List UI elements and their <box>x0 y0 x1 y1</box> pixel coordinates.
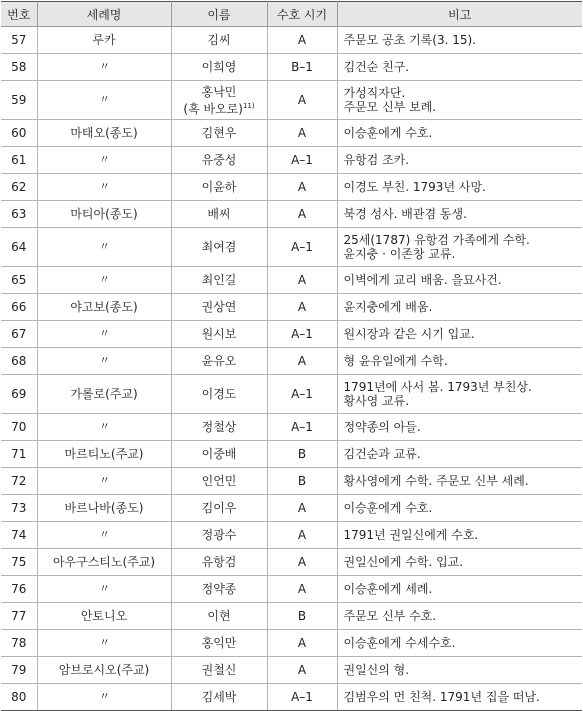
table-row <box>1 27 582 54</box>
row-number: 68 <box>1 348 37 375</box>
table-body <box>1 27 582 711</box>
header-name: 이름 <box>171 2 267 27</box>
period-cell: B–1 <box>267 54 337 81</box>
note-cell: 권일신에게 수학. 입교. <box>337 549 582 576</box>
baptismal-name-cell: 암브로시오(주교) <box>37 657 171 684</box>
row-number: 74 <box>1 522 37 549</box>
baptismal-name-cell: 마르티노(주교) <box>37 441 171 468</box>
baptismal-name-cell: 〃 <box>37 348 171 375</box>
baptismal-name-cell: 마태오(종도) <box>37 120 171 147</box>
note-line: 황사영 교류. <box>343 394 410 408</box>
name-cell: 정약종 <box>171 576 267 603</box>
footnote-marker: 11) <box>242 101 255 110</box>
name-cell <box>171 81 267 120</box>
name-cell: 김이우 <box>171 495 267 522</box>
period-cell: A–1 <box>267 414 337 441</box>
baptismal-name-cell: 가롤로(주교) <box>37 375 171 414</box>
table-row <box>1 348 582 375</box>
period-cell: A <box>267 576 337 603</box>
name-cell: 유항검 <box>171 549 267 576</box>
note-cell: 형 윤유일에게 수학. <box>337 348 582 375</box>
name-cell: 이현 <box>171 603 267 630</box>
note-cell: 황사영에게 수학. 주문모 신부 세례. <box>337 468 582 495</box>
name-cell: 인언민 <box>171 468 267 495</box>
table-row <box>1 54 582 81</box>
row-number: 67 <box>1 321 37 348</box>
name-cell: 정철상 <box>171 414 267 441</box>
table-row <box>1 549 582 576</box>
name-cell: 권상연 <box>171 294 267 321</box>
row-number: 64 <box>1 228 37 267</box>
name-cell: 이윤하 <box>171 174 267 201</box>
row-number: 60 <box>1 120 37 147</box>
note-cell: 김건순 친구. <box>337 54 582 81</box>
row-number: 77 <box>1 603 37 630</box>
note-cell <box>337 81 582 120</box>
row-number: 78 <box>1 630 37 657</box>
note-cell: 주문모 신부 수호. <box>337 603 582 630</box>
header-baptismal-name: 세례명 <box>37 2 171 27</box>
row-number: 73 <box>1 495 37 522</box>
table-row <box>1 201 582 228</box>
row-number: 75 <box>1 549 37 576</box>
table-row <box>1 375 582 414</box>
name-cell: 김현우 <box>171 120 267 147</box>
period-cell: A–1 <box>267 375 337 414</box>
table-row <box>1 228 582 267</box>
period-cell: A <box>267 201 337 228</box>
period-cell: A <box>267 267 337 294</box>
table-row <box>1 657 582 684</box>
period-cell: A–1 <box>267 228 337 267</box>
row-number: 61 <box>1 147 37 174</box>
baptismal-name-cell: 〃 <box>37 684 171 711</box>
period-cell: A <box>267 522 337 549</box>
note-cell: 이승훈에게 세례. <box>337 576 582 603</box>
saints-table <box>1 1 582 711</box>
note-cell: 김범우의 먼 친척. 1791년 집을 떠남. <box>337 684 582 711</box>
baptismal-name-cell: 루카 <box>37 27 171 54</box>
period-cell: A <box>267 495 337 522</box>
name-cell: 이희영 <box>171 54 267 81</box>
baptismal-name-cell: 안토니오 <box>37 603 171 630</box>
name-alias-line <box>175 99 264 116</box>
row-number: 71 <box>1 441 37 468</box>
baptismal-name-cell: 마티아(종도) <box>37 201 171 228</box>
name-cell: 윤유오 <box>171 348 267 375</box>
baptismal-name-cell: 〃 <box>37 576 171 603</box>
name-cell: 유중성 <box>171 147 267 174</box>
name-cell: 배씨 <box>171 201 267 228</box>
note-cell: 원시장과 같은 시기 입교. <box>337 321 582 348</box>
baptismal-name-cell: 〃 <box>37 147 171 174</box>
period-cell: A <box>267 294 337 321</box>
period-cell: A–1 <box>267 147 337 174</box>
name-cell: 이중배 <box>171 441 267 468</box>
row-number: 72 <box>1 468 37 495</box>
table-row <box>1 147 582 174</box>
name-line: 홍낙민 <box>201 84 237 99</box>
period-cell: B <box>267 468 337 495</box>
period-cell: A <box>267 630 337 657</box>
row-number: 66 <box>1 294 37 321</box>
row-number: 70 <box>1 414 37 441</box>
note-line: 윤지충 · 이존창 교류. <box>343 247 456 261</box>
note-cell: 북경 성사. 배관겸 동생. <box>337 201 582 228</box>
baptismal-name-cell: 〃 <box>37 174 171 201</box>
note-line: 1791년에 사서 봄. 1793년 부친상. <box>343 380 532 394</box>
name-cell: 최인길 <box>171 267 267 294</box>
name-cell: 권철신 <box>171 657 267 684</box>
note-cell: 김건순과 교류. <box>337 441 582 468</box>
period-cell: A–1 <box>267 321 337 348</box>
period-cell: A <box>267 81 337 120</box>
baptismal-name-cell: 〃 <box>37 321 171 348</box>
header-number: 번호 <box>1 2 37 27</box>
baptismal-name-cell: 〃 <box>37 81 171 120</box>
row-number: 69 <box>1 375 37 414</box>
baptismal-name-cell: 〃 <box>37 414 171 441</box>
name-cell: 홍익만 <box>171 630 267 657</box>
name-cell: 최여겸 <box>171 228 267 267</box>
period-cell: B <box>267 603 337 630</box>
table-row <box>1 468 582 495</box>
row-number: 62 <box>1 174 37 201</box>
baptismal-name-cell: 바르나바(종도) <box>37 495 171 522</box>
note-line: 가성직자단. <box>343 86 406 100</box>
name-cell: 이경도 <box>171 375 267 414</box>
note-cell: 이승훈에게 수호. <box>337 495 582 522</box>
note-cell: 1791년 권일신에게 수호. <box>337 522 582 549</box>
period-cell: A <box>267 27 337 54</box>
table-row <box>1 495 582 522</box>
table-row <box>1 321 582 348</box>
note-cell: 정약종의 아들. <box>337 414 582 441</box>
period-cell: A <box>267 174 337 201</box>
name-alias: (혹 바오로) <box>183 101 243 116</box>
baptismal-name-cell: 〃 <box>37 54 171 81</box>
row-number: 79 <box>1 657 37 684</box>
baptismal-name-cell: 〃 <box>37 630 171 657</box>
row-number: 65 <box>1 267 37 294</box>
baptismal-name-cell: 〃 <box>37 267 171 294</box>
note-cell: 윤지충에게 배움. <box>337 294 582 321</box>
period-cell: A–1 <box>267 684 337 711</box>
row-number: 59 <box>1 81 37 120</box>
table-row <box>1 522 582 549</box>
baptismal-name-cell: 〃 <box>37 228 171 267</box>
baptismal-name-cell: 〃 <box>37 468 171 495</box>
row-number: 76 <box>1 576 37 603</box>
table-row <box>1 174 582 201</box>
note-cell: 이승훈에게 수호. <box>337 120 582 147</box>
table-row <box>1 684 582 711</box>
row-number: 58 <box>1 54 37 81</box>
row-number: 57 <box>1 27 37 54</box>
note-cell: 이승훈에게 수세수호. <box>337 630 582 657</box>
table-row <box>1 441 582 468</box>
table-row <box>1 267 582 294</box>
table-row <box>1 630 582 657</box>
table-row <box>1 414 582 441</box>
period-cell: B <box>267 441 337 468</box>
table-row <box>1 576 582 603</box>
period-cell: A <box>267 549 337 576</box>
name-cell: 김씨 <box>171 27 267 54</box>
note-cell: 이경도 부친. 1793년 사망. <box>337 174 582 201</box>
note-line: 주문모 신부 보례. <box>343 100 437 114</box>
baptismal-name-cell: 〃 <box>37 522 171 549</box>
row-number: 80 <box>1 684 37 711</box>
name-cell: 원시보 <box>171 321 267 348</box>
table-header-row <box>1 2 582 27</box>
period-cell: A <box>267 348 337 375</box>
note-cell: 유항검 조카. <box>337 147 582 174</box>
note-cell: 권일신의 형. <box>337 657 582 684</box>
row-number: 63 <box>1 201 37 228</box>
period-cell: A <box>267 120 337 147</box>
table-row <box>1 603 582 630</box>
note-cell <box>337 228 582 267</box>
baptismal-name-cell: 야고보(종도) <box>37 294 171 321</box>
note-cell: 이벽에게 교리 배움. 을묘사건. <box>337 267 582 294</box>
note-cell: 주문모 공초 기록(3. 15). <box>337 27 582 54</box>
name-cell: 김세박 <box>171 684 267 711</box>
note-line: 25세(1787) 유항검 가족에게 수학. <box>343 233 530 247</box>
baptismal-name-cell: 아우구스티노(주교) <box>37 549 171 576</box>
note-cell <box>337 375 582 414</box>
table-row <box>1 294 582 321</box>
table-row <box>1 81 582 120</box>
name-cell: 정광수 <box>171 522 267 549</box>
table-row <box>1 120 582 147</box>
header-note: 비고 <box>337 2 582 27</box>
header-period: 수호 시기 <box>267 2 337 27</box>
period-cell: A <box>267 657 337 684</box>
